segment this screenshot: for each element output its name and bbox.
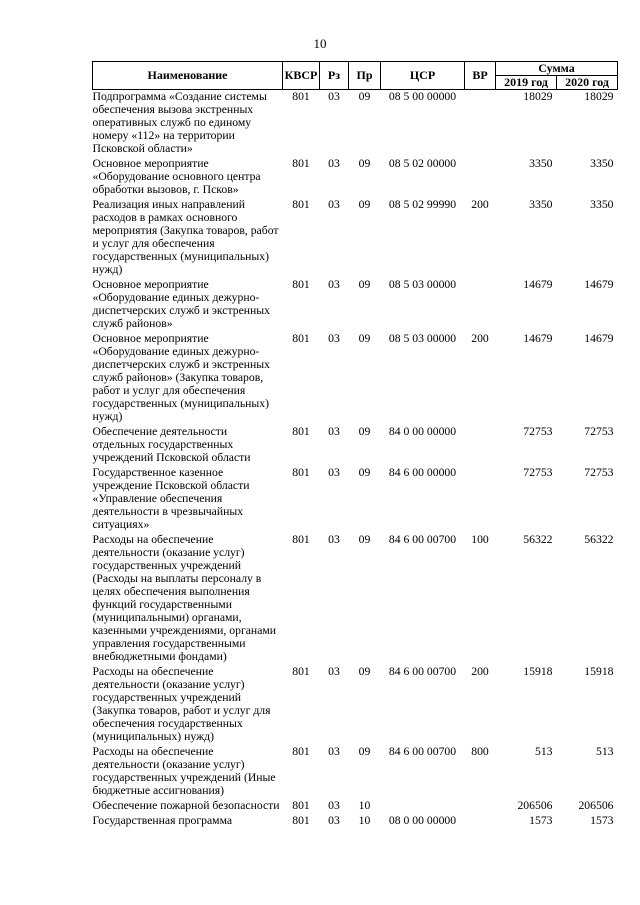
cell-rz: 03: [328, 90, 340, 103]
cell-pr: 09: [358, 466, 371, 479]
cell-sum-2019: 72753: [523, 425, 553, 438]
cell-pr: 09: [358, 533, 371, 546]
cell-kvsr: 801: [292, 745, 310, 758]
cell-kvsr: 801: [292, 665, 310, 678]
cell-name: Основное мероприятие «Оборудование единых дежурно-диспетчерских служб и экстренных служб районов» (Закупка товаров, работ и услуг для обеспечения государственных (муниципальных) нужд): [92, 332, 270, 423]
cell-csr: 84 6 00 00700: [388, 533, 457, 546]
header-csr: ЦСР: [381, 62, 465, 90]
cell-sum-2020: 72753: [584, 425, 614, 438]
table-row: [93, 799, 618, 814]
cell-csr: 84 0 00 00000: [388, 425, 457, 438]
cell-csr: 08 5 03 00000: [388, 332, 457, 345]
cell-sum-2020: 3350: [590, 198, 614, 211]
page-number: 10: [313, 36, 327, 51]
table-row: [93, 425, 618, 466]
table-row: [93, 278, 618, 332]
cell-rz: 03: [328, 157, 340, 170]
cell-kvsr: 801: [292, 814, 310, 827]
cell-kvsr: 801: [292, 198, 310, 211]
cell-sum-2020: 56322: [584, 533, 614, 546]
table-row: [93, 198, 618, 278]
cell-pr: 09: [358, 745, 371, 758]
cell-sum-2019: 3350: [529, 198, 553, 211]
cell-rz: 03: [328, 278, 340, 291]
table-body: [93, 90, 618, 830]
cell-pr: 09: [358, 665, 371, 678]
cell-vr: 100: [471, 533, 489, 546]
cell-sum-2020: 206506: [578, 799, 614, 812]
cell-kvsr: 801: [292, 157, 310, 170]
cell-rz: 03: [328, 466, 340, 479]
cell-vr: [465, 425, 496, 466]
table-row: [93, 533, 618, 665]
cell-vr: [465, 278, 496, 332]
cell-pr: 09: [358, 425, 371, 438]
cell-name: Расходы на обеспечение деятельности (оказание услуг) государственных учреждений (Иные бюджетные ассигнования): [92, 745, 276, 797]
cell-sum-2019: 14679: [523, 278, 553, 291]
cell-sum-2020: 1573: [590, 814, 614, 827]
cell-vr: [465, 799, 496, 814]
cell-kvsr: 801: [292, 466, 310, 479]
cell-csr: 84 6 00 00700: [388, 665, 457, 678]
cell-sum-2019: 15918: [523, 665, 553, 678]
cell-kvsr: 801: [292, 90, 310, 103]
cell-kvsr: 801: [292, 425, 310, 438]
cell-sum-2020: 3350: [590, 157, 614, 170]
table-row: [93, 814, 618, 829]
header-name: Наименование: [93, 62, 283, 90]
cell-csr: 08 5 02 00000: [388, 157, 457, 170]
cell-rz: 03: [328, 198, 340, 211]
table-row: [93, 745, 618, 799]
cell-rz: 03: [328, 799, 340, 812]
cell-vr: 200: [471, 332, 489, 345]
cell-vr: [465, 90, 496, 158]
cell-sum-2019: 3350: [529, 157, 553, 170]
cell-sum-2019: 206506: [517, 799, 553, 812]
cell-pr: 09: [358, 157, 371, 170]
cell-sum-2019: 1573: [529, 814, 553, 827]
cell-sum-2019: 513: [534, 745, 553, 758]
cell-name: Государственная программа: [92, 814, 233, 827]
cell-kvsr: 801: [292, 278, 310, 291]
cell-pr: 09: [358, 198, 371, 211]
cell-sum-2019: 72753: [523, 466, 553, 479]
cell-kvsr: 801: [292, 799, 310, 812]
cell-vr: 200: [471, 198, 489, 211]
cell-sum-2019: 18029: [523, 90, 553, 103]
cell-rz: 03: [328, 425, 340, 438]
cell-pr: 09: [358, 332, 371, 345]
cell-csr: [381, 799, 465, 814]
cell-pr: 09: [358, 90, 371, 103]
cell-name: Государственное казенное учреждение Псковской области «Управление обеспечения деятельности в чрезвычайных ситуациях»: [92, 466, 250, 531]
header-year-2020: 2020 год: [557, 76, 618, 90]
cell-vr: [465, 157, 496, 198]
header-kvsr: КВСР: [283, 62, 320, 90]
cell-kvsr: 801: [292, 332, 310, 345]
cell-name: Расходы на обеспечение деятельности (оказание услуг) государственных учреждений (Расходы на выплаты персоналу в целях обеспечения выполнения функций государственными (муниципальными) органами, казенными учреждениями, органами управления государственными внебюджетными фондами): [92, 533, 277, 663]
cell-sum-2019: 56322: [523, 533, 553, 546]
cell-rz: 03: [328, 533, 340, 546]
header-sum: Сумма: [496, 62, 618, 76]
cell-rz: 03: [328, 665, 340, 678]
cell-name: Обеспечение деятельности отдельных государственных учреждений Псковской области: [92, 425, 251, 464]
cell-pr: 10: [358, 799, 371, 812]
cell-rz: 03: [328, 814, 340, 827]
cell-csr: 08 5 03 00000: [388, 278, 457, 291]
cell-sum-2020: 18029: [584, 90, 614, 103]
cell-vr: 200: [471, 665, 489, 678]
cell-kvsr: 801: [292, 533, 310, 546]
cell-csr: 08 0 00 00000: [388, 814, 457, 827]
table-row: [93, 90, 618, 158]
cell-sum-2020: 14679: [584, 278, 614, 291]
cell-rz: 03: [328, 745, 340, 758]
table-row: [93, 332, 618, 425]
cell-pr: 09: [358, 278, 371, 291]
cell-vr: 800: [471, 745, 489, 758]
header-vr: ВР: [465, 62, 496, 90]
cell-name: Расходы на обеспечение деятельности (оказание услуг) государственных учреждений (Закупка товаров, работ и услуг для обеспечения государственных (муниципальных) нужд): [92, 665, 271, 743]
cell-name: Основное мероприятие «Оборудование основного центра обработки вызовов, г. Псков»: [92, 157, 261, 196]
cell-vr: [465, 814, 496, 829]
cell-name: Реализация иных направлений расходов в рамках основного мероприятия (Закупка товаров, работ и услуг для обеспечения государственных (муниципальных) нужд): [92, 198, 279, 276]
header-rz: Рз: [320, 62, 349, 90]
cell-rz: 03: [328, 332, 340, 345]
cell-sum-2020: 513: [595, 745, 614, 758]
cell-csr: 08 5 02 99990: [388, 198, 457, 211]
cell-csr: 84 6 00 00700: [388, 745, 457, 758]
cell-sum-2019: 14679: [523, 332, 553, 345]
cell-sum-2020: 14679: [584, 332, 614, 345]
table-row: [93, 466, 618, 533]
cell-name: Подпрограмма «Создание системы обеспечения вызова экстренных оперативных служб по единому номеру «112» на территории Псковской области»: [92, 90, 267, 155]
cell-sum-2020: 15918: [584, 665, 614, 678]
cell-name: Основное мероприятие «Оборудование единых дежурно-диспетчерских служб и экстренных служб районов»: [92, 278, 270, 330]
cell-csr: 08 5 00 00000: [388, 90, 457, 103]
header-year-2019: 2019 год: [496, 76, 557, 90]
cell-csr: 84 6 00 00000: [388, 466, 457, 479]
cell-name: Обеспечение пожарной безопасности: [92, 799, 280, 812]
table-row: [93, 157, 618, 198]
cell-pr: 10: [358, 814, 371, 827]
cell-vr: [465, 466, 496, 533]
header-pr: Пр: [349, 62, 381, 90]
table-row: [93, 665, 618, 745]
budget-table: [92, 61, 618, 829]
cell-sum-2020: 72753: [584, 466, 614, 479]
